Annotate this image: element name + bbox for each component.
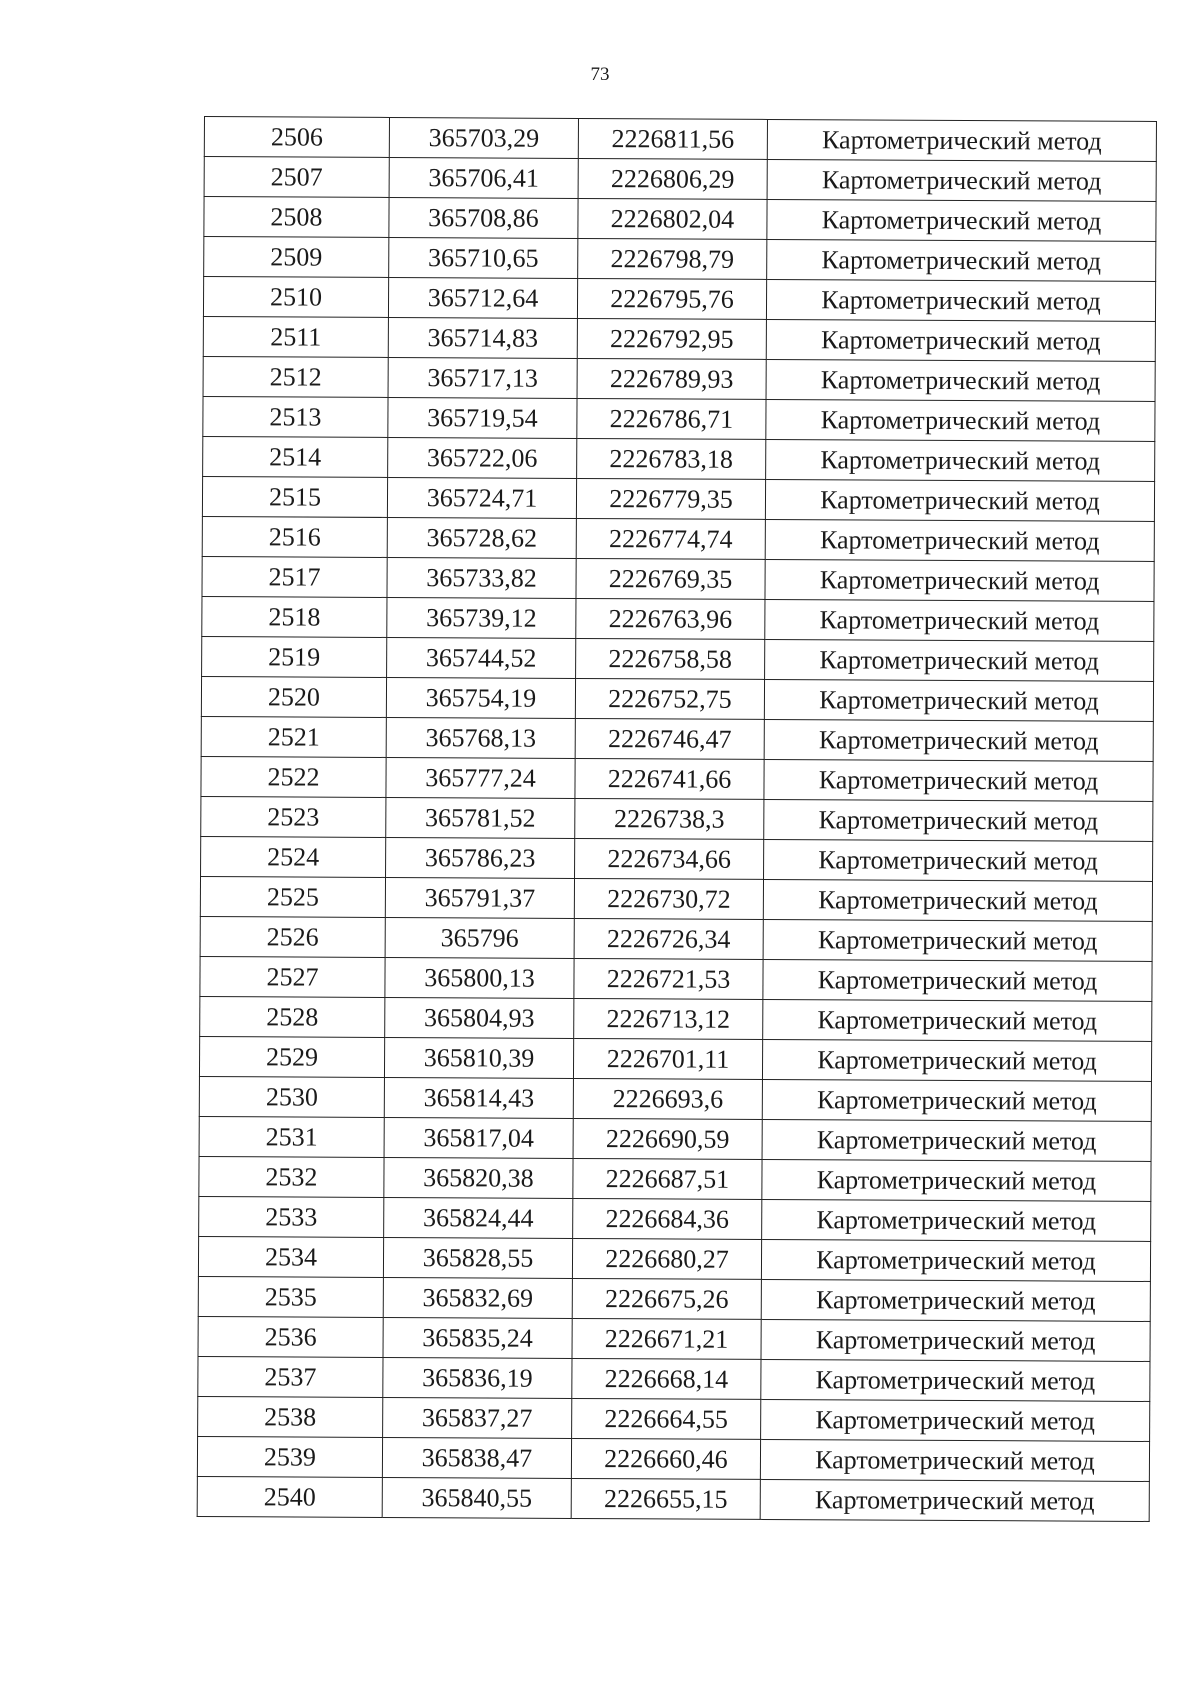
x-coordinate-cell: 365786,23 (386, 837, 575, 878)
point-number-cell: 2526 (200, 916, 385, 957)
table-row (199, 1076, 1151, 1121)
point-number-cell: 2536 (198, 1316, 383, 1357)
y-coordinate-cell: 2226792,95 (577, 318, 766, 359)
method-cell: Картометрический метод (766, 399, 1155, 441)
table-row (204, 157, 1156, 202)
y-coordinate-cell: 2226786,71 (577, 398, 766, 439)
x-coordinate-cell: 365804,93 (385, 997, 574, 1038)
point-number-cell: 2534 (198, 1236, 383, 1277)
table-row (202, 596, 1154, 641)
x-coordinate-cell: 365777,24 (386, 757, 575, 798)
method-cell: Картометрический метод (765, 519, 1154, 561)
x-coordinate-cell: 365744,52 (387, 637, 576, 678)
y-coordinate-cell: 2226752,75 (575, 678, 764, 719)
method-cell: Картометрический метод (767, 119, 1156, 161)
table-row (202, 556, 1154, 601)
method-cell: Картометрический метод (763, 999, 1152, 1041)
y-coordinate-cell: 2226779,35 (576, 478, 765, 519)
point-number-cell: 2524 (201, 836, 386, 877)
y-coordinate-cell: 2226806,29 (578, 158, 767, 199)
table-row (198, 1276, 1150, 1321)
method-cell: Картометрический метод (761, 1319, 1150, 1361)
table-row (202, 476, 1154, 521)
table-row (198, 1356, 1150, 1401)
method-cell: Картометрический метод (762, 1199, 1151, 1241)
table-row (202, 516, 1154, 561)
x-coordinate-cell: 365717,13 (388, 357, 577, 398)
table-row (201, 836, 1153, 881)
method-cell: Картометрический метод (762, 1039, 1151, 1081)
x-coordinate-cell: 365828,55 (383, 1237, 572, 1278)
table-row (200, 956, 1152, 1001)
y-coordinate-cell: 2226664,55 (572, 1398, 761, 1439)
page-number: 73 (590, 64, 610, 85)
point-number-cell: 2514 (203, 436, 388, 477)
method-cell: Картометрический метод (767, 199, 1156, 241)
point-number-cell: 2531 (199, 1116, 384, 1157)
method-cell: Картометрический метод (760, 1439, 1149, 1481)
point-number-cell: 2528 (200, 996, 385, 1037)
coordinates-table (197, 116, 1157, 1522)
y-coordinate-cell: 2226726,34 (574, 918, 763, 959)
table-row (198, 1236, 1150, 1281)
y-coordinate-cell: 2226734,66 (575, 838, 764, 879)
table-row (203, 436, 1155, 481)
point-number-cell: 2525 (200, 876, 385, 917)
y-coordinate-cell: 2226721,53 (574, 958, 763, 999)
table-row (203, 356, 1155, 401)
y-coordinate-cell: 2226671,21 (572, 1318, 761, 1359)
x-coordinate-cell: 365710,65 (389, 237, 578, 278)
point-number-cell: 2516 (202, 516, 387, 557)
table-row (204, 237, 1156, 282)
x-coordinate-cell: 365837,27 (383, 1397, 572, 1438)
point-number-cell: 2521 (201, 716, 386, 757)
x-coordinate-cell: 365714,83 (388, 317, 577, 358)
y-coordinate-cell: 2226690,59 (573, 1118, 762, 1159)
y-coordinate-cell: 2226802,04 (578, 198, 767, 239)
x-coordinate-cell: 365733,82 (387, 557, 576, 598)
method-cell: Картометрический метод (765, 479, 1154, 521)
table-row (202, 636, 1154, 681)
x-coordinate-cell: 365840,55 (382, 1477, 571, 1518)
method-cell: Картометрический метод (764, 799, 1153, 841)
method-cell: Картометрический метод (766, 359, 1155, 401)
y-coordinate-cell: 2226789,93 (577, 358, 766, 399)
method-cell: Картометрический метод (761, 1239, 1150, 1281)
point-number-cell: 2512 (203, 356, 388, 397)
x-coordinate-cell: 365768,13 (386, 717, 575, 758)
table-row (203, 277, 1155, 322)
point-number-cell: 2529 (199, 1036, 384, 1077)
table-row (201, 676, 1153, 721)
method-cell: Картометрический метод (760, 1479, 1149, 1521)
y-coordinate-cell: 2226680,27 (572, 1238, 761, 1279)
point-number-cell: 2515 (202, 476, 387, 517)
point-number-cell: 2537 (198, 1356, 383, 1397)
table-row (199, 1196, 1151, 1241)
point-number-cell: 2510 (203, 277, 388, 318)
point-number-cell: 2513 (203, 396, 388, 437)
method-cell: Картометрический метод (764, 719, 1153, 761)
y-coordinate-cell: 2226769,35 (576, 558, 765, 599)
method-cell: Картометрический метод (765, 639, 1154, 681)
y-coordinate-cell: 2226701,11 (573, 1038, 762, 1079)
table-row (200, 916, 1152, 961)
y-coordinate-cell: 2226675,26 (572, 1278, 761, 1319)
method-cell: Картометрический метод (762, 1119, 1151, 1161)
method-cell: Картометрический метод (766, 279, 1155, 321)
table-row (198, 1316, 1150, 1361)
x-coordinate-cell: 365832,69 (383, 1277, 572, 1318)
y-coordinate-cell: 2226741,66 (575, 758, 764, 799)
x-coordinate-cell: 365791,37 (385, 877, 574, 918)
table-row (201, 716, 1153, 761)
y-coordinate-cell: 2226783,18 (577, 438, 766, 479)
method-cell: Картометрический метод (761, 1279, 1150, 1321)
point-number-cell: 2532 (199, 1156, 384, 1197)
x-coordinate-cell: 365703,29 (389, 117, 578, 158)
table-row (200, 876, 1152, 921)
table-row (203, 316, 1155, 361)
y-coordinate-cell: 2226713,12 (574, 998, 763, 1039)
x-coordinate-cell: 365836,19 (383, 1357, 572, 1398)
y-coordinate-cell: 2226684,36 (573, 1198, 762, 1239)
table-row (197, 1436, 1149, 1481)
point-number-cell: 2511 (203, 316, 388, 357)
y-coordinate-cell: 2226811,56 (578, 118, 767, 159)
x-coordinate-cell: 365719,54 (388, 397, 577, 438)
x-coordinate-cell: 365781,52 (386, 797, 575, 838)
point-number-cell: 2506 (204, 117, 389, 158)
coordinates-table-wrapper (197, 116, 1152, 1522)
coordinates-table-body (197, 117, 1156, 1522)
method-cell: Картометрический метод (761, 1399, 1150, 1441)
table-row (201, 796, 1153, 841)
x-coordinate-cell: 365712,64 (388, 277, 577, 318)
point-number-cell: 2538 (198, 1396, 383, 1437)
x-coordinate-cell: 365817,04 (384, 1117, 573, 1158)
y-coordinate-cell: 2226687,51 (573, 1158, 762, 1199)
y-coordinate-cell: 2226763,96 (576, 598, 765, 639)
x-coordinate-cell: 365824,44 (384, 1197, 573, 1238)
x-coordinate-cell: 365728,62 (387, 517, 576, 558)
method-cell: Картометрический метод (763, 919, 1152, 961)
x-coordinate-cell: 365706,41 (389, 157, 578, 198)
method-cell: Картометрический метод (764, 759, 1153, 801)
x-coordinate-cell: 365754,19 (386, 677, 575, 718)
point-number-cell: 2522 (201, 756, 386, 797)
point-number-cell: 2517 (202, 556, 387, 597)
y-coordinate-cell: 2226655,15 (571, 1478, 760, 1519)
x-coordinate-cell: 365724,71 (387, 477, 576, 518)
method-cell: Картометрический метод (762, 1159, 1151, 1201)
x-coordinate-cell: 365838,47 (382, 1437, 571, 1478)
x-coordinate-cell: 365739,12 (387, 597, 576, 638)
y-coordinate-cell: 2226738,3 (575, 798, 764, 839)
x-coordinate-cell: 365814,43 (384, 1077, 573, 1118)
method-cell: Картометрический метод (767, 239, 1156, 281)
method-cell: Картометрический метод (764, 679, 1153, 721)
method-cell: Картометрический метод (763, 879, 1152, 921)
point-number-cell: 2523 (201, 796, 386, 837)
method-cell: Картометрический метод (767, 159, 1156, 201)
table-row (204, 197, 1156, 242)
table-row (197, 1476, 1149, 1521)
point-number-cell: 2519 (202, 636, 387, 677)
y-coordinate-cell: 2226730,72 (574, 878, 763, 919)
point-number-cell: 2527 (200, 956, 385, 997)
point-number-cell: 2507 (204, 157, 389, 198)
x-coordinate-cell: 365722,06 (388, 437, 577, 478)
y-coordinate-cell: 2226774,74 (576, 518, 765, 559)
x-coordinate-cell: 365820,38 (384, 1157, 573, 1198)
y-coordinate-cell: 2226660,46 (571, 1438, 760, 1479)
x-coordinate-cell: 365800,13 (385, 957, 574, 998)
y-coordinate-cell: 2226693,6 (573, 1078, 762, 1119)
method-cell: Картометрический метод (765, 599, 1154, 641)
point-number-cell: 2539 (197, 1436, 382, 1477)
point-number-cell: 2540 (197, 1476, 382, 1517)
y-coordinate-cell: 2226798,79 (578, 238, 767, 279)
method-cell: Картометрический метод (761, 1359, 1150, 1401)
y-coordinate-cell: 2226668,14 (572, 1358, 761, 1399)
y-coordinate-cell: 2226746,47 (575, 718, 764, 759)
method-cell: Картометрический метод (766, 439, 1155, 481)
x-coordinate-cell: 365835,24 (383, 1317, 572, 1358)
method-cell: Картометрический метод (765, 559, 1154, 601)
x-coordinate-cell: 365796 (385, 917, 574, 958)
y-coordinate-cell: 2226795,76 (577, 278, 766, 319)
method-cell: Картометрический метод (763, 959, 1152, 1001)
table-row (201, 756, 1153, 801)
table-row (198, 1396, 1150, 1441)
point-number-cell: 2520 (201, 676, 386, 717)
x-coordinate-cell: 365810,39 (384, 1037, 573, 1078)
method-cell: Картометрический метод (764, 839, 1153, 881)
table-row (199, 1116, 1151, 1161)
point-number-cell: 2508 (204, 197, 389, 238)
method-cell: Картометрический метод (762, 1079, 1151, 1121)
point-number-cell: 2518 (202, 596, 387, 637)
point-number-cell: 2535 (198, 1276, 383, 1317)
table-row (199, 1036, 1151, 1081)
method-cell: Картометрический метод (766, 319, 1155, 361)
x-coordinate-cell: 365708,86 (389, 197, 578, 238)
y-coordinate-cell: 2226758,58 (576, 638, 765, 679)
table-row (199, 1156, 1151, 1201)
point-number-cell: 2509 (204, 237, 389, 278)
point-number-cell: 2530 (199, 1076, 384, 1117)
table-row (203, 396, 1155, 441)
table-row (200, 996, 1152, 1041)
point-number-cell: 2533 (199, 1196, 384, 1237)
table-row (204, 117, 1156, 162)
